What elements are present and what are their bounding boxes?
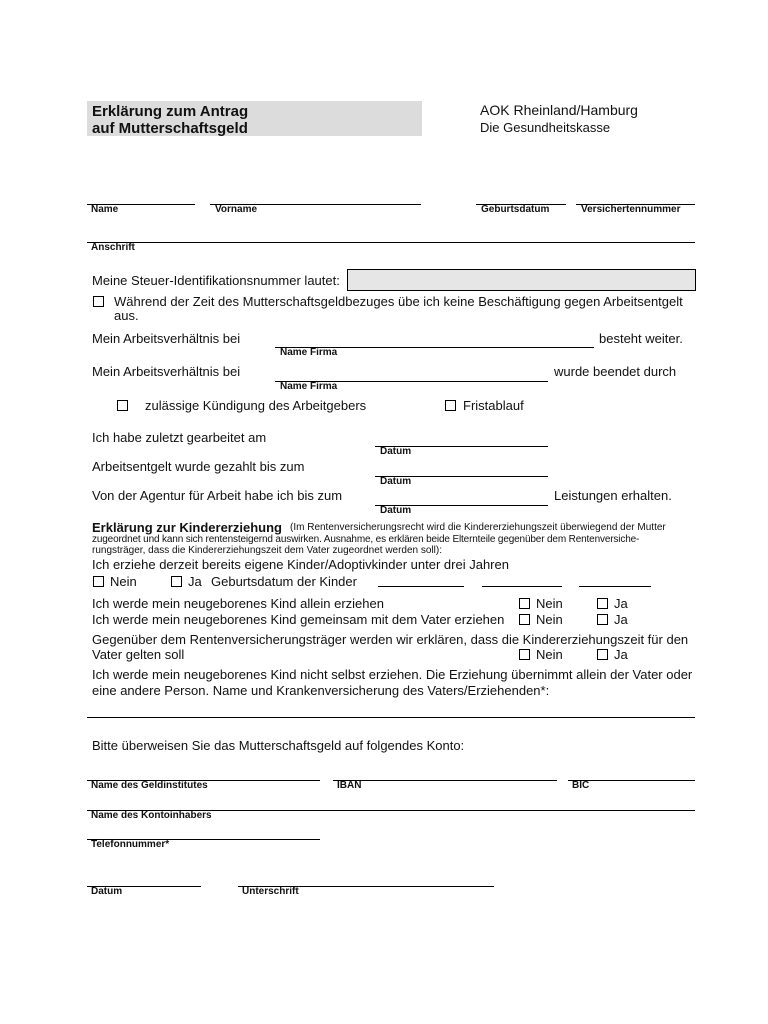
name-label: Name xyxy=(91,204,119,215)
datum-label: Datum xyxy=(91,886,123,897)
keine-beschaeftigung-checkbox[interactable] xyxy=(93,296,104,307)
keine-beschaeftigung-text-2: aus. xyxy=(114,308,139,323)
nicht-selbst-erziehen-text-2: eine andere Person. Name und Krankenversicherung des Vaters/Erziehenden*: xyxy=(92,683,550,698)
unterschrift-label: Unterschrift xyxy=(242,886,299,897)
geldinstitut-label: Name des Geldinstitutes xyxy=(91,780,208,791)
steuer-id-label: Meine Steuer-Identifikationsnummer lautet: xyxy=(92,273,340,288)
iban-field[interactable] xyxy=(333,780,557,781)
steuer-id-input[interactable] xyxy=(347,269,696,291)
form-title xyxy=(87,101,422,136)
anschrift-field[interactable] xyxy=(87,242,695,243)
fristablauf-label: Fristablauf xyxy=(463,398,524,413)
eigene-kinder-ja-checkbox[interactable] xyxy=(171,576,182,587)
eigene-kinder-ja-label: Ja xyxy=(188,574,202,589)
geburtsdatum-kind-2-field[interactable] xyxy=(482,586,562,587)
kindererziehung-heading: Erklärung zur Kindererziehung xyxy=(92,520,282,535)
anschrift-label: Anschrift xyxy=(91,242,135,253)
versichertennummer-label: Versichertennummer xyxy=(581,204,681,215)
arbeitsverhaeltnis-2-suffix: wurde beendet durch xyxy=(554,364,677,379)
gemeinsam-erziehen-question: Ich werde mein neugeborenes Kind gemeinsam mit dem Vater erziehen xyxy=(92,612,505,627)
vater-erklaerung-ja-label: Ja xyxy=(614,647,628,662)
eigene-kinder-nein-label: Nein xyxy=(110,574,137,589)
kontoinhaber-label: Name des Kontoinhabers xyxy=(91,810,212,821)
kindererziehung-note-1: (Im Rentenversicherungsrecht wird die Kindererziehungszeit überwiegend der Mutter xyxy=(290,522,666,533)
kindererziehung-note-2: zugeordnet und kann sich rentensteigernd auswirken. Ausnahme, es erklären beide Elternteile gegenüber dem Rentenversiche- xyxy=(92,534,640,545)
firma-2-label: Name Firma xyxy=(280,381,338,392)
geburtsdatum-kind-1-field[interactable] xyxy=(378,586,464,587)
vater-erklaerung-text-2: Vater gelten soll xyxy=(92,647,185,662)
agentur-prefix: Von der Agentur für Arbeit habe ich bis zum xyxy=(92,488,343,503)
vater-erklaerung-nein-label: Nein xyxy=(536,647,563,662)
gemeinsam-erziehen-ja-checkbox[interactable] xyxy=(597,614,608,625)
iban-label: IBAN xyxy=(337,780,362,791)
agentur-suffix: Leistungen erhalten. xyxy=(554,488,672,503)
geburtsdatum-kinder-label: Geburtsdatum der Kinder xyxy=(211,574,357,589)
org-tagline: Die Gesundheitskasse xyxy=(480,120,611,135)
keine-beschaeftigung-text-1: Während der Zeit des Mutterschaftsgeldbezuges übe ich keine Beschäftigung gegen Arbeitsentgelt xyxy=(114,294,683,309)
datum-label-1: Datum xyxy=(380,446,412,457)
vater-erklaerung-ja-checkbox[interactable] xyxy=(597,649,608,660)
kuendigung-checkbox[interactable] xyxy=(117,400,128,411)
allein-erziehen-nein-label: Nein xyxy=(536,596,563,611)
eigene-kinder-nein-checkbox[interactable] xyxy=(93,576,104,587)
geburtsdatum-label: Geburtsdatum xyxy=(481,204,550,215)
form-title-line1: Erklärung zum Antrag xyxy=(92,103,249,120)
datum-label-2: Datum xyxy=(380,476,412,487)
kuendigung-label: zulässige Kündigung des Arbeitgebers xyxy=(145,398,367,413)
vater-erklaerung-nein-checkbox[interactable] xyxy=(519,649,530,660)
erziehender-field[interactable] xyxy=(87,717,695,718)
telefon-label: Telefonnummer* xyxy=(91,839,170,850)
arbeitsverhaeltnis-1-suffix: besteht weiter. xyxy=(599,331,683,346)
kindererziehung-note-3: rungsträger, dass die Kindererziehungszeit dem Vater zugeordnet werden soll): xyxy=(92,545,443,556)
arbeitsverhaeltnis-1-prefix: Mein Arbeitsverhältnis bei xyxy=(92,331,241,346)
vorname-label: Vorname xyxy=(215,204,258,215)
org-name: AOK Rheinland/Hamburg xyxy=(480,102,638,118)
allein-erziehen-ja-checkbox[interactable] xyxy=(597,598,608,609)
entgelt-gezahlt-label: Arbeitsentgelt wurde gezahlt bis zum xyxy=(92,459,305,474)
allein-erziehen-question: Ich werde mein neugeborenes Kind allein erziehen xyxy=(92,596,384,611)
datum-label-3: Datum xyxy=(380,505,412,516)
bic-label: BIC xyxy=(572,780,590,791)
gemeinsam-erziehen-nein-checkbox[interactable] xyxy=(519,614,530,625)
geburtsdatum-kind-3-field[interactable] xyxy=(579,586,651,587)
fristablauf-checkbox[interactable] xyxy=(445,400,456,411)
gemeinsam-erziehen-ja-label: Ja xyxy=(614,612,628,627)
vater-erklaerung-text-1: Gegenüber dem Rentenversicherungsträger werden wir erklären, dass die Kindererziehungszeit für den xyxy=(92,632,689,647)
zuletzt-gearbeitet-label: Ich habe zuletzt gearbeitet am xyxy=(92,430,267,445)
gemeinsam-erziehen-nein-label: Nein xyxy=(536,612,563,627)
nicht-selbst-erziehen-text-1: Ich werde mein neugeborenes Kind nicht selbst erziehen. Die Erziehung übernimmt allein der Vater oder xyxy=(92,667,693,682)
firma-1-label: Name Firma xyxy=(280,347,338,358)
form-title-line2: auf Mutterschaftsgeld xyxy=(92,120,248,137)
konto-intro: Bitte überweisen Sie das Mutterschaftsgeld auf folgendes Konto: xyxy=(92,738,465,753)
eigene-kinder-question: Ich erziehe derzeit bereits eigene Kinder/Adoptivkinder unter drei Jahren xyxy=(92,557,509,572)
arbeitsverhaeltnis-2-prefix: Mein Arbeitsverhältnis bei xyxy=(92,364,241,379)
allein-erziehen-ja-label: Ja xyxy=(614,596,628,611)
allein-erziehen-nein-checkbox[interactable] xyxy=(519,598,530,609)
